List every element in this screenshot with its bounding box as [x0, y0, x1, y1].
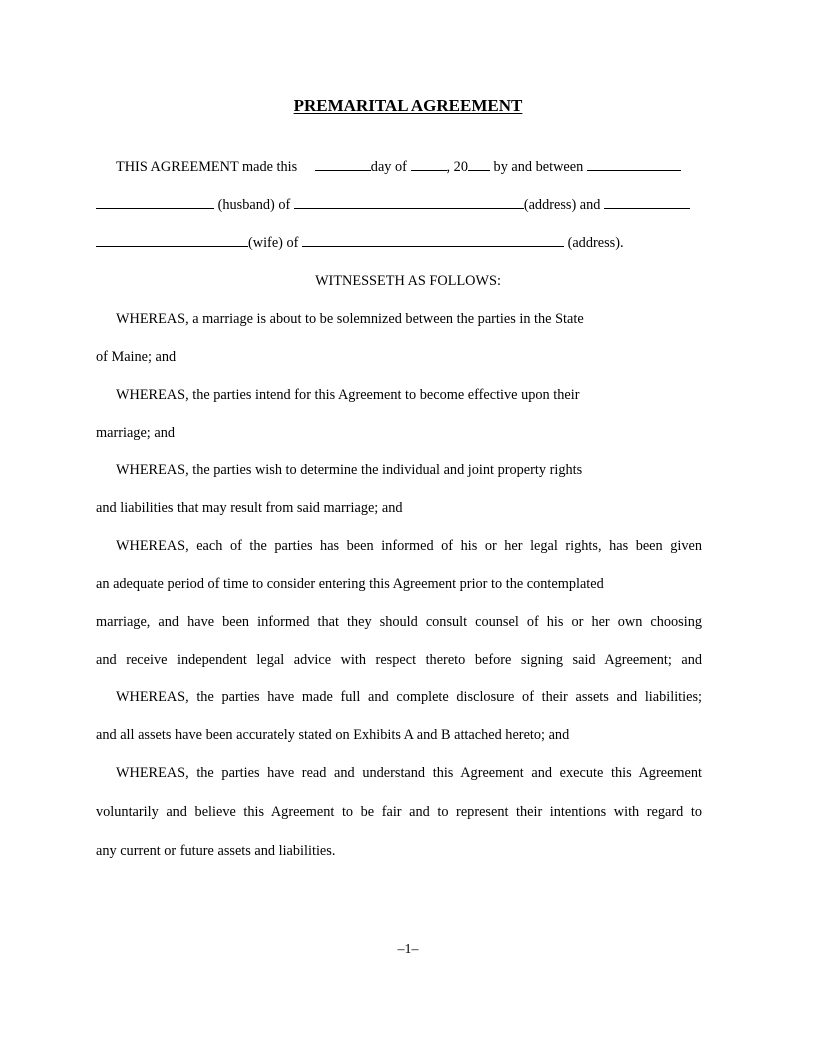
- intro-husband-of: (husband) of: [217, 197, 291, 213]
- month-blank[interactable]: [411, 158, 447, 171]
- wife-name-blank-2[interactable]: [96, 234, 248, 247]
- body-line: WHEREAS, the parties intend for this Agreement to become effective upon their: [116, 387, 580, 403]
- husband-address-blank[interactable]: [294, 196, 524, 209]
- intro-by-and-between: by and between: [493, 159, 584, 175]
- document-title: PREMARITAL AGREEMENT: [293, 96, 523, 115]
- body-line: an adequate period of time to consider entering this Agreement prior to the contemplated: [96, 576, 604, 592]
- witnesseth-heading: WITNESSETH AS FOLLOWS:: [315, 273, 501, 289]
- body-line: and all assets have been accurately stated on Exhibits A and B attached hereto; and: [96, 727, 570, 743]
- body-line: WHEREAS, the parties wish to determine the individual and joint property rights: [116, 462, 583, 478]
- body-line: WHEREAS, the parties have read and understand this Agreement and execute this Agreement: [116, 765, 702, 781]
- intro-address-and: (address) and: [523, 197, 601, 213]
- wife-name-blank-1[interactable]: [604, 196, 690, 209]
- body-line: marriage; and: [96, 425, 175, 441]
- husband-name-blank-1[interactable]: [587, 158, 681, 171]
- intro-year-prefix: , 20: [446, 159, 468, 175]
- body-line: any current or future assets and liabilities.: [96, 843, 336, 859]
- body-line: and liabilities that may result from said marriage; and: [96, 500, 403, 516]
- body-line: WHEREAS, each of the parties has been informed of his or her legal rights, has been given: [116, 538, 702, 554]
- intro-line-1: [116, 158, 681, 176]
- husband-name-blank-2[interactable]: [96, 196, 214, 209]
- page-number: –1–: [397, 942, 419, 957]
- body-line: marriage, and have been informed that they should consult counsel of his or her own choosing: [96, 614, 702, 630]
- intro-made-this: THIS AGREEMENT made this: [116, 159, 298, 175]
- body-line: and receive independent legal advice with respect thereto before signing said Agreement; and: [96, 652, 702, 668]
- body-line: of Maine; and: [96, 349, 177, 365]
- body-line: WHEREAS, a marriage is about to be solemnized between the parties in the State: [116, 311, 584, 327]
- wife-address-blank[interactable]: [302, 234, 564, 247]
- intro-wife-of: (wife) of: [248, 235, 299, 251]
- day-blank[interactable]: [315, 158, 371, 171]
- intro-line-2: [96, 196, 690, 214]
- year-blank[interactable]: [468, 158, 490, 171]
- intro-address-end: (address).: [567, 235, 624, 251]
- intro-day-of: day of: [370, 159, 407, 175]
- body-line: WHEREAS, the parties have made full and complete disclosure of their assets and liabilities;: [116, 689, 702, 705]
- body-line: voluntarily and believe this Agreement to be fair and to represent their intentions with regard to: [96, 804, 702, 820]
- intro-line-3: [96, 234, 624, 252]
